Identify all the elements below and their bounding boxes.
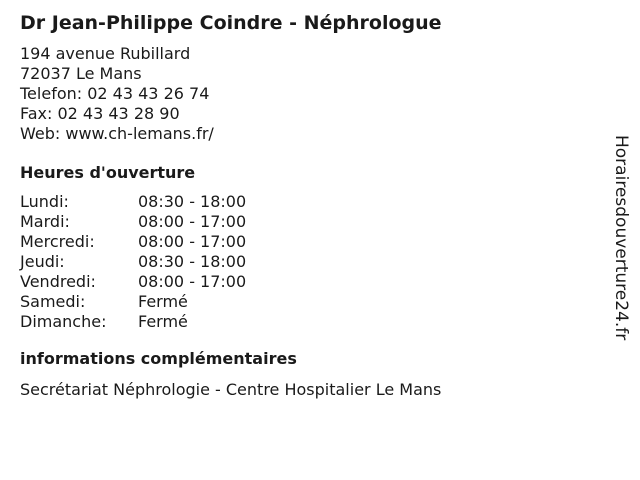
time-value: Fermé bbox=[138, 312, 188, 331]
hours-row-wednesday bbox=[20, 232, 600, 252]
hours-row-friday bbox=[20, 272, 600, 292]
day-label: Mardi: bbox=[20, 212, 70, 231]
phone-number: Telefon: 02 43 43 26 74 bbox=[20, 84, 210, 103]
day-label: Dimanche: bbox=[20, 312, 107, 331]
time-value: Fermé bbox=[138, 292, 188, 311]
day-label: Vendredi: bbox=[20, 272, 96, 291]
hours-row-sunday bbox=[20, 312, 600, 332]
time-value: 08:00 - 17:00 bbox=[138, 212, 247, 231]
hours-row-saturday bbox=[20, 292, 600, 312]
opening-hours-table bbox=[20, 192, 600, 332]
fax-number: Fax: 02 43 43 28 90 bbox=[20, 104, 180, 123]
website-line: Web: www.ch-lemans.fr/ bbox=[20, 124, 214, 143]
street-address: 194 avenue Rubillard bbox=[20, 44, 191, 63]
time-value: 08:00 - 17:00 bbox=[138, 272, 247, 291]
day-label: Lundi: bbox=[20, 192, 69, 211]
site-watermark: Horairesdouverture24.fr bbox=[611, 135, 631, 341]
hours-row-monday bbox=[20, 192, 600, 212]
city-postcode: 72037 Le Mans bbox=[20, 64, 142, 83]
hours-row-thursday bbox=[20, 252, 600, 272]
day-label: Jeudi: bbox=[20, 252, 65, 271]
address-block bbox=[20, 44, 600, 144]
additional-info-heading: informations complémentaires bbox=[20, 349, 297, 368]
day-label: Samedi: bbox=[20, 292, 86, 311]
day-label: Mercredi: bbox=[20, 232, 95, 251]
time-value: 08:00 - 17:00 bbox=[138, 232, 247, 251]
page-title: Dr Jean-Philippe Coindre - Néphrologue bbox=[20, 12, 442, 34]
time-value: 08:30 - 18:00 bbox=[138, 192, 247, 211]
additional-info-text: Secrétariat Néphrologie - Centre Hospitalier Le Mans bbox=[20, 380, 442, 399]
time-value: 08:30 - 18:00 bbox=[138, 252, 247, 271]
hours-row-tuesday bbox=[20, 212, 600, 232]
listing-card bbox=[20, 10, 600, 400]
opening-hours-heading: Heures d'ouverture bbox=[20, 163, 196, 182]
